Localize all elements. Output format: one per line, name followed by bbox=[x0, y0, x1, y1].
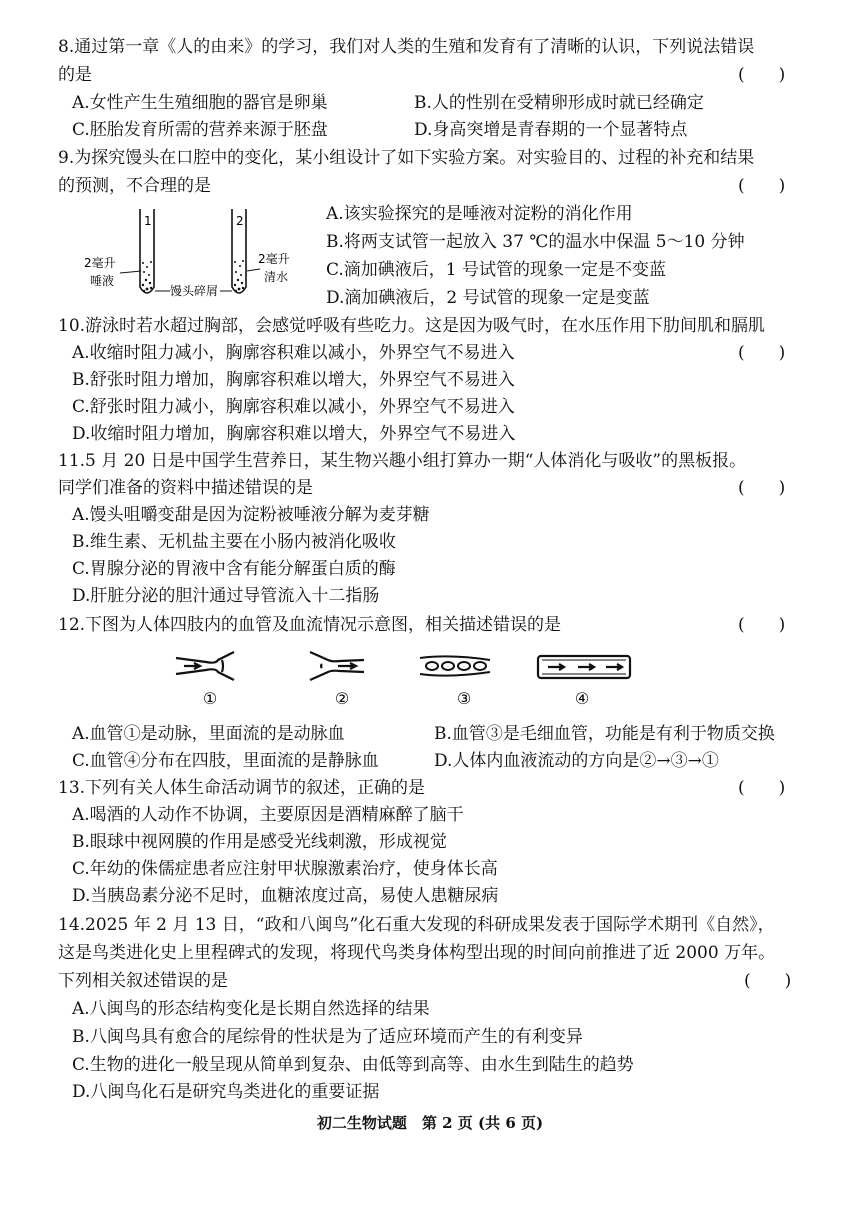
q14-stem: 14.2025 年 2 月 13 日，“政和八闽鸟”化石重大发现的科研成果发表于国际学术期刊《自然》， bbox=[58, 915, 775, 935]
q10-option-a: A.收缩时阻力减小，胸廓容积难以减小，外界空气不易进入 bbox=[72, 343, 515, 363]
q10-option-c-line bbox=[0, 394, 860, 420]
q14-option-a: A.八闽鸟的形态结构变化是长期自然选择的结果 bbox=[72, 999, 430, 1019]
q13-option-b-line bbox=[0, 829, 860, 855]
q13-stem: 13.下列有关人体生命活动调节的叙述，正确的是 bbox=[58, 778, 426, 798]
q13-answer-blank: ( ) bbox=[738, 778, 786, 798]
q11-answer-blank: ( ) bbox=[738, 478, 786, 498]
vessel-label-3: ③ bbox=[456, 689, 472, 708]
q8-stem-line1 bbox=[0, 34, 860, 60]
vessel-label-4: ④ bbox=[574, 689, 590, 708]
q9-option-a-line bbox=[0, 201, 860, 227]
q8-options-row1 bbox=[0, 90, 860, 116]
q12-option-b: B.血管③是毛细血管，功能是有利于物质交换 bbox=[434, 724, 775, 744]
q9-stem-line2 bbox=[0, 173, 860, 199]
q8-option-d: D.身高突增是青春期的一个显著特点 bbox=[414, 120, 688, 140]
q8-stem-line2 bbox=[0, 62, 860, 88]
q12-blood-vessel-figure bbox=[170, 648, 640, 710]
page-footer: 初二生物试题 第 2 页 (共 6 页) bbox=[316, 1114, 544, 1132]
q9-option-b-line bbox=[0, 229, 860, 255]
q14-stem-line2 bbox=[0, 940, 860, 966]
q10-answer-blank: ( ) bbox=[738, 343, 786, 363]
q11-option-b-line bbox=[0, 529, 860, 555]
q10-option-c: C.舒张时阻力减小，胸廓容积难以减小，外界空气不易进入 bbox=[72, 397, 515, 417]
q13-option-a: A.喝酒的人动作不协调，主要原因是酒精麻醉了脑干 bbox=[72, 805, 464, 825]
vessel-label-1: ① bbox=[202, 689, 218, 708]
left-label-amount: 2毫升 bbox=[84, 256, 116, 270]
q12-options-row1 bbox=[0, 721, 860, 747]
q14-stem-cont2: 下列相关叙述错误的是 bbox=[58, 971, 228, 991]
vessel-1 bbox=[176, 652, 234, 680]
q10-option-d: D.收缩时阻力增加，胸廓容积难以增大，外界空气不易进入 bbox=[72, 424, 516, 444]
q11-stem-cont: 同学们准备的资料中描述错误的是 bbox=[58, 478, 313, 498]
q10-stem-line1 bbox=[0, 313, 860, 339]
q14-option-c-line bbox=[0, 1052, 860, 1078]
q8-answer-blank: ( ) bbox=[738, 65, 786, 85]
q9-option-c: C.滴加碘液后，1 号试管的现象一定是不变蓝 bbox=[326, 260, 667, 280]
q9-stem-cont: 的预测，不合理的是 bbox=[58, 176, 211, 196]
q12-option-c: C.血管④分布在四肢，里面流的是静脉血 bbox=[72, 751, 379, 771]
q13-stem-line1 bbox=[0, 775, 860, 801]
q8-stem: 8.通过第一章《人的由来》的学习，我们对人类的生殖和发育有了清晰的认识，下列说法错误 bbox=[58, 37, 755, 57]
q13-option-a-line bbox=[0, 802, 860, 828]
q14-option-b-line bbox=[0, 1024, 860, 1050]
q11-option-b: B.维生素、无机盐主要在小肠内被消化吸收 bbox=[72, 532, 396, 552]
vessel-2 bbox=[310, 652, 364, 680]
left-label-saliva: 唾液 bbox=[90, 274, 115, 288]
q12-options-row2 bbox=[0, 748, 860, 774]
middle-label-bread: 馒头碎屑 bbox=[170, 284, 219, 298]
q13-option-c-line bbox=[0, 856, 860, 882]
q11-option-c-line bbox=[0, 556, 860, 582]
q10-option-a-line bbox=[0, 340, 860, 366]
q12-option-a: A.血管①是动脉，里面流的是动脉血 bbox=[72, 724, 345, 744]
q11-stem-line2 bbox=[0, 475, 860, 501]
q9-option-d: D.滴加碘液后，2 号试管的现象一定是变蓝 bbox=[326, 288, 650, 308]
q12-option-d: D.人体内血液流动的方向是②→③→① bbox=[434, 751, 719, 771]
vessel-3 bbox=[420, 656, 490, 675]
q11-option-d-line bbox=[0, 583, 860, 609]
q14-option-d: D.八闽鸟化石是研究鸟类进化的重要证据 bbox=[72, 1082, 380, 1102]
q9-stem: 9.为探究馒头在口腔中的变化，某小组设计了如下实验方案。对实验目的、过程的补充和结果 bbox=[58, 148, 755, 168]
q14-stem-line3 bbox=[0, 968, 860, 994]
q14-stem-cont: 这是鸟类进化史上里程碑式的发现，将现代鸟类身体构型出现的时间向前推进了近 2000 万年。 bbox=[58, 943, 776, 963]
q12-answer-blank: ( ) bbox=[738, 615, 786, 635]
q13-option-d: D.当胰岛素分泌不足时，血糖浓度过高，易使人患糖尿病 bbox=[72, 886, 499, 906]
q14-answer-blank: ( ) bbox=[744, 971, 792, 991]
q10-option-b-line bbox=[0, 367, 860, 393]
q9-option-c-line bbox=[0, 257, 860, 283]
q11-option-a: A.馒头咀嚼变甜是因为淀粉被唾液分解为麦芽糖 bbox=[72, 505, 430, 525]
q11-option-a-line bbox=[0, 502, 860, 528]
q11-option-d: D.肝脏分泌的胆汁通过导管流入十二指肠 bbox=[72, 586, 380, 606]
q11-option-c: C.胃腺分泌的胃液中含有能分解蛋白质的酶 bbox=[72, 559, 396, 579]
q14-option-b: B.八闽鸟具有愈合的尾综骨的性状是为了适应环境而产生的有利变异 bbox=[72, 1027, 583, 1047]
q9-stem-line1 bbox=[0, 145, 860, 171]
q11-stem: 11.5 月 20 日是中国学生营养日，某生物兴趣小组打算办一期“人体消化与吸收”的黑板报。 bbox=[58, 451, 747, 471]
q8-stem-cont: 的是 bbox=[58, 65, 92, 85]
tube-2-number: 2 bbox=[236, 214, 244, 228]
q8-option-a: A.女性产生生殖细胞的器官是卵巢 bbox=[72, 93, 328, 113]
right-label-water: 清水 bbox=[264, 270, 289, 284]
q8-option-b: B.人的性别在受精卵形成时就已经确定 bbox=[414, 93, 704, 113]
q14-option-d-line bbox=[0, 1079, 860, 1105]
q10-stem: 10.游泳时若水超过胸部，会感觉呼吸有些吃力。这是因为吸气时，在水压作用下肋间肌和膈肌 bbox=[58, 316, 766, 336]
q9-answer-blank: ( ) bbox=[738, 176, 786, 196]
q11-stem-line1 bbox=[0, 448, 860, 474]
vessel-4 bbox=[538, 656, 630, 678]
q14-option-c: C.生物的进化一般呈现从简单到复杂、由低等到高等、由水生到陆生的趋势 bbox=[72, 1055, 634, 1075]
q13-option-b: B.眼球中视网膜的作用是感受光线刺激，形成视觉 bbox=[72, 832, 447, 852]
q9-option-a: A.该实验探究的是唾液对淀粉的消化作用 bbox=[326, 204, 633, 224]
right-label-amount: 2毫升 bbox=[258, 252, 290, 266]
q13-option-d-line bbox=[0, 883, 860, 909]
q10-option-d-line bbox=[0, 421, 860, 447]
q14-option-a-line bbox=[0, 996, 860, 1022]
q13-option-c: C.年幼的侏儒症患者应注射甲状腺激素治疗，使身体长高 bbox=[72, 859, 498, 879]
q9-option-b: B.将两支试管一起放入 37 ℃的温水中保温 5～10 分钟 bbox=[326, 232, 745, 252]
tube-1-number: 1 bbox=[144, 214, 152, 228]
q12-stem: 12.下图为人体四肢内的血管及血流情况示意图，相关描述错误的是 bbox=[58, 615, 562, 635]
q9-option-d-line bbox=[0, 285, 860, 311]
q10-option-b: B.舒张时阻力增加，胸廓容积难以增大，外界空气不易进入 bbox=[72, 370, 515, 390]
q8-option-c: C.胚胎发育所需的营养来源于胚盘 bbox=[72, 120, 328, 140]
vessel-label-2: ② bbox=[334, 689, 350, 708]
q12-stem-line1 bbox=[0, 612, 860, 638]
q14-stem-line1 bbox=[0, 912, 860, 938]
q8-options-row2 bbox=[0, 117, 860, 143]
